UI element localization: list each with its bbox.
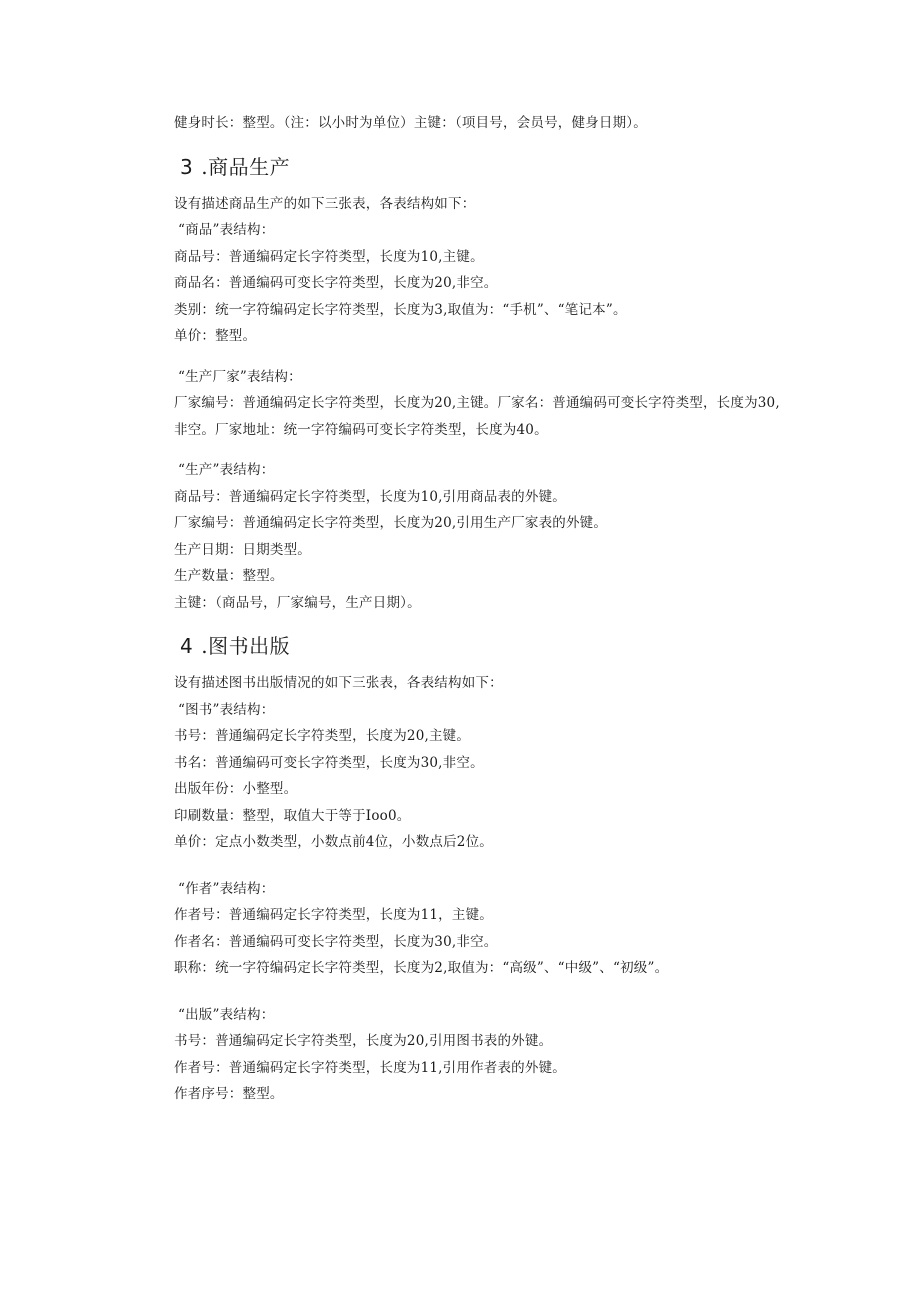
section4-table3-field: 书号：普通编码定长字符类型，长度为20,引用图书表的外键。 <box>174 1033 553 1049</box>
section4-intro: 设有描述图书出版情况的如下三张表，各表结构如下： <box>174 675 503 691</box>
section3-intro: 设有描述商品生产的如下三张表，各表结构如下： <box>174 195 476 212</box>
section4-table1-caption: “图书”表结构： <box>178 701 275 718</box>
section4-table1-field: 书号：普通编码定长字符类型，长度为20,主键。 <box>174 728 471 744</box>
section4-table3-field: 作者号：普通编码定长字符类型，长度为11,引用作者表的外键。 <box>174 1059 566 1076</box>
section4-table3-field: 作者序号：整型。 <box>174 1086 284 1102</box>
section3-table3-field: 厂家编号：普通编码定长字符类型，长度为20,引用生产厂家表的外键。 <box>174 515 608 531</box>
section3-title: .商品生产 <box>201 154 291 179</box>
section3-table1-field: 单价：整型。 <box>174 328 257 344</box>
section3-table2-caption: “生产厂家”表结构： <box>178 368 302 385</box>
section4-number: 4 <box>180 634 194 658</box>
section3-table1-caption: “商品”表结构： <box>178 222 275 238</box>
section3-table3-caption: “生产”表结构： <box>178 462 275 478</box>
section3-table3-field: 生产数量：整型。 <box>174 568 284 584</box>
section4-table2-field: 职称：统一字符编码定长字符类型，长度为2,取值为：“高级”、“中级”、“初级”。 <box>174 960 669 976</box>
section3-table3-field: 主键：（商品号，厂家编号，生产日期）。 <box>174 594 421 611</box>
section4-heading <box>174 630 794 662</box>
spacer <box>174 443 794 457</box>
section3-table1-field: 商品名：普通编码可变长字符类型，长度为20,非空。 <box>174 275 498 291</box>
spacer <box>174 982 794 1002</box>
document-content <box>174 110 794 1108</box>
section3-table1-field: 商品号：普通编码定长字符类型，长度为10,主键。 <box>174 248 484 265</box>
section4-table2-field: 作者号：普通编码定长字符类型，长度为11，主键。 <box>174 907 493 923</box>
section4-table1-field: 书名：普通编码可变长字符类型，长度为30,非空。 <box>174 754 484 771</box>
section4-table1-field: 出版年份：小整型。 <box>174 781 298 797</box>
section4-title: .图书出版 <box>201 634 291 658</box>
section3-table2-paragraph: 厂家编号：普通编码定长字符类型，长度为20,主键。厂家名：普通编码可变长字符类型，长度为30,非空。厂家地址：统一字符编码可变长字符类型，长度为40。 <box>174 395 780 438</box>
spacer <box>174 856 794 876</box>
section3-number: 3 <box>180 154 194 179</box>
spacer <box>174 350 794 364</box>
section4-table2-field: 作者名：普通编码可变长字符类型，长度为30,非空。 <box>174 933 498 950</box>
section3-table3-field: 生产日期：日期类型。 <box>174 541 311 558</box>
section3-table3-field: 商品号：普通编码定长字符类型，长度为10,引用商品表的外键。 <box>174 488 566 505</box>
section4-table2-caption: “作者”表结构： <box>178 880 275 897</box>
top-line: 健身时长：整型。（注：以小时为单位）主键：（项目号，会员号，健身日期）。 <box>174 115 647 131</box>
section3-table1-field: 类别：统一字符编码定长字符类型，长度为3,取值为：“手机”、“笔记本”。 <box>174 301 627 318</box>
section4-table3-caption: “出版”表结构： <box>178 1006 275 1023</box>
section4-table1-field: 印刷数量：整型，取值大于等于Ioo0。 <box>174 807 411 824</box>
section4-table1-field: 单价：定点小数类型，小数点前4位，小数点后2位。 <box>174 834 493 850</box>
section3-heading <box>174 151 794 183</box>
